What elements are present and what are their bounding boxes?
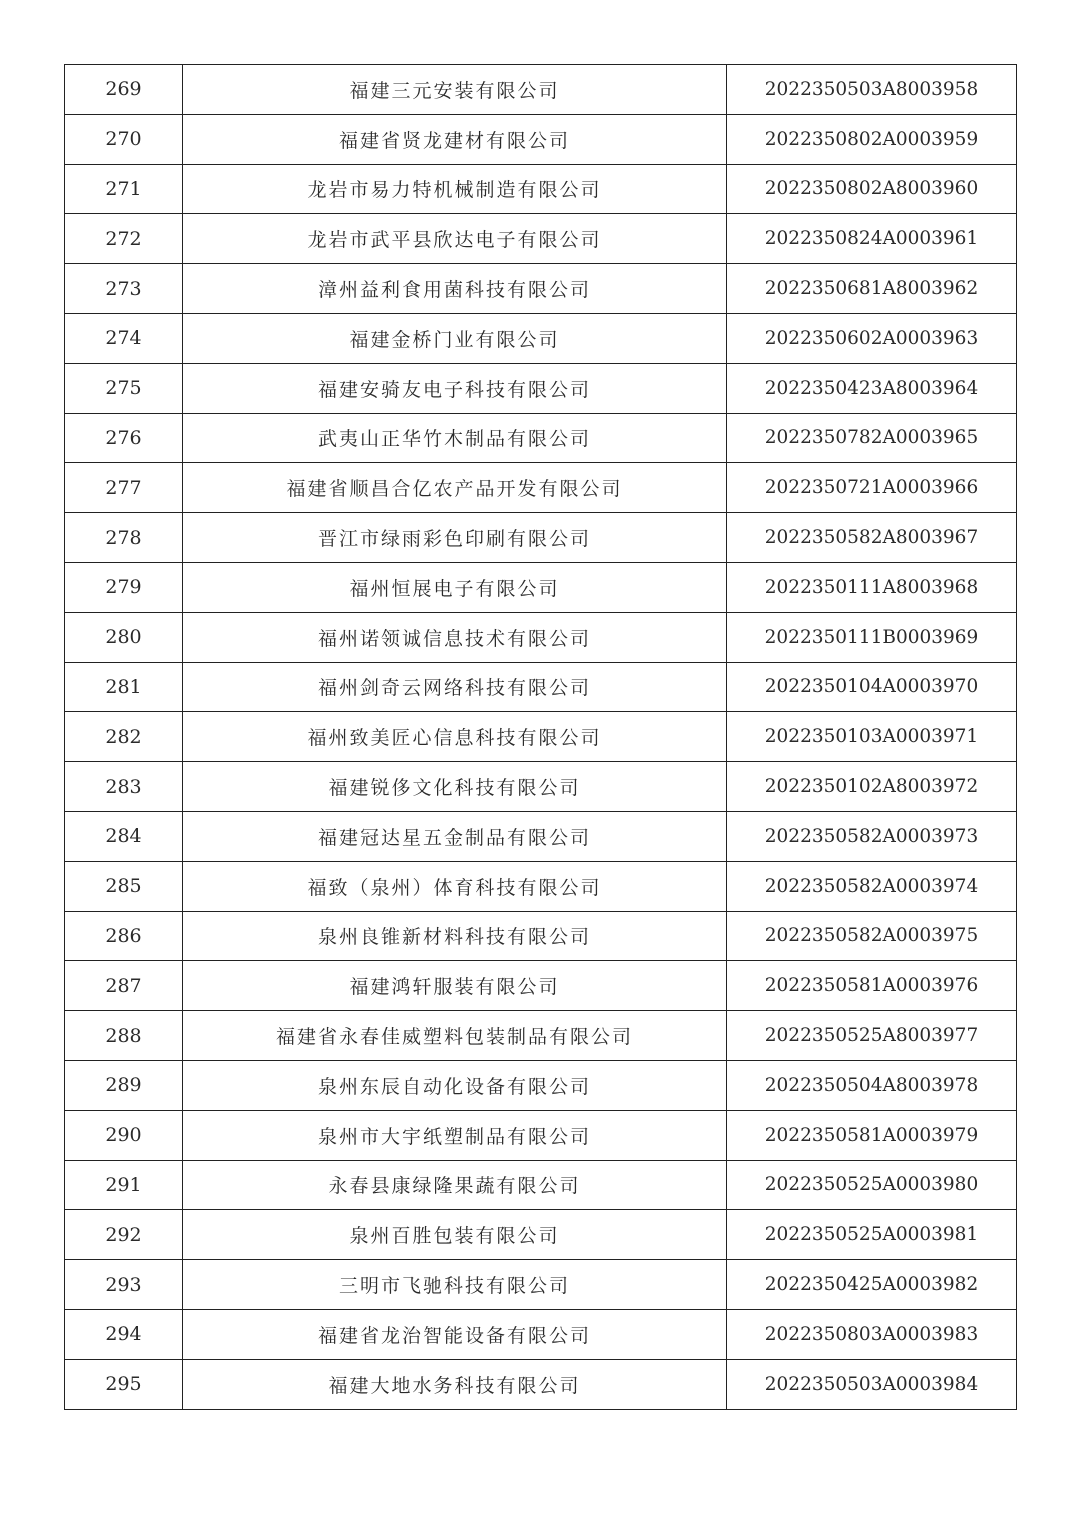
row-number-cell: 292 <box>65 1210 183 1260</box>
company-name-cell: 福建金桥门业有限公司 <box>183 313 727 363</box>
company-list-table <box>64 64 1017 1410</box>
registration-code-cell: 2022350111B0003969 <box>727 612 1017 662</box>
registration-code-cell: 2022350525A0003980 <box>727 1160 1017 1210</box>
table-row <box>65 264 1017 314</box>
row-number-cell: 277 <box>65 463 183 513</box>
row-number-cell: 293 <box>65 1260 183 1310</box>
company-name-cell: 福建省贤龙建材有限公司 <box>183 114 727 164</box>
registration-code-cell: 2022350582A0003973 <box>727 811 1017 861</box>
table-row <box>65 1260 1017 1310</box>
registration-code-cell: 2022350782A0003965 <box>727 413 1017 463</box>
company-name-cell: 福州诺领诚信息技术有限公司 <box>183 612 727 662</box>
table-row <box>65 1359 1017 1409</box>
registration-code-cell: 2022350824A0003961 <box>727 214 1017 264</box>
table-row <box>65 413 1017 463</box>
row-number-cell: 289 <box>65 1060 183 1110</box>
company-name-cell: 福建省永春佳威塑料包装制品有限公司 <box>183 1011 727 1061</box>
table-row <box>65 861 1017 911</box>
company-name-cell: 福建大地水务科技有限公司 <box>183 1359 727 1409</box>
row-number-cell: 283 <box>65 762 183 812</box>
company-name-cell: 龙岩市易力特机械制造有限公司 <box>183 164 727 214</box>
company-name-cell: 三明市飞驰科技有限公司 <box>183 1260 727 1310</box>
row-number-cell: 280 <box>65 612 183 662</box>
table-row <box>65 513 1017 563</box>
table-row <box>65 1309 1017 1359</box>
row-number-cell: 275 <box>65 363 183 413</box>
row-number-cell: 291 <box>65 1160 183 1210</box>
table-row <box>65 313 1017 363</box>
row-number-cell: 271 <box>65 164 183 214</box>
row-number-cell: 269 <box>65 65 183 115</box>
registration-code-cell: 2022350525A8003977 <box>727 1011 1017 1061</box>
registration-code-cell: 2022350423A8003964 <box>727 363 1017 413</box>
registration-code-cell: 2022350525A0003981 <box>727 1210 1017 1260</box>
table-row <box>65 214 1017 264</box>
registration-code-cell: 2022350504A8003978 <box>727 1060 1017 1110</box>
registration-code-cell: 2022350503A8003958 <box>727 65 1017 115</box>
company-name-cell: 漳州益利食用菌科技有限公司 <box>183 264 727 314</box>
table-body <box>65 65 1017 1410</box>
table-row <box>65 961 1017 1011</box>
company-name-cell: 泉州东辰自动化设备有限公司 <box>183 1060 727 1110</box>
registration-code-cell: 2022350103A0003971 <box>727 712 1017 762</box>
company-name-cell: 福建鸿轩服装有限公司 <box>183 961 727 1011</box>
registration-code-cell: 2022350582A0003974 <box>727 861 1017 911</box>
company-name-cell: 福建冠达星五金制品有限公司 <box>183 811 727 861</box>
company-name-cell: 福建锐侈文化科技有限公司 <box>183 762 727 812</box>
table-row <box>65 1011 1017 1061</box>
row-number-cell: 287 <box>65 961 183 1011</box>
row-number-cell: 284 <box>65 811 183 861</box>
company-name-cell: 武夷山正华竹木制品有限公司 <box>183 413 727 463</box>
registration-code-cell: 2022350602A0003963 <box>727 313 1017 363</box>
row-number-cell: 274 <box>65 313 183 363</box>
registration-code-cell: 2022350425A0003982 <box>727 1260 1017 1310</box>
table-row <box>65 363 1017 413</box>
registration-code-cell: 2022350803A0003983 <box>727 1309 1017 1359</box>
row-number-cell: 281 <box>65 662 183 712</box>
table-row <box>65 911 1017 961</box>
table-row <box>65 662 1017 712</box>
row-number-cell: 272 <box>65 214 183 264</box>
company-name-cell: 福州致美匠心信息科技有限公司 <box>183 712 727 762</box>
row-number-cell: 294 <box>65 1309 183 1359</box>
row-number-cell: 288 <box>65 1011 183 1061</box>
table-row <box>65 1210 1017 1260</box>
registration-code-cell: 2022350681A8003962 <box>727 264 1017 314</box>
company-name-cell: 福致（泉州）体育科技有限公司 <box>183 861 727 911</box>
table-row <box>65 1160 1017 1210</box>
company-name-cell: 福建省龙治智能设备有限公司 <box>183 1309 727 1359</box>
row-number-cell: 270 <box>65 114 183 164</box>
row-number-cell: 286 <box>65 911 183 961</box>
company-name-cell: 泉州百胜包装有限公司 <box>183 1210 727 1260</box>
table-row <box>65 712 1017 762</box>
row-number-cell: 290 <box>65 1110 183 1160</box>
registration-code-cell: 2022350102A8003972 <box>727 762 1017 812</box>
registration-code-cell: 2022350802A8003960 <box>727 164 1017 214</box>
registration-code-cell: 2022350581A0003976 <box>727 961 1017 1011</box>
registration-code-cell: 2022350503A0003984 <box>727 1359 1017 1409</box>
registration-code-cell: 2022350582A0003975 <box>727 911 1017 961</box>
row-number-cell: 279 <box>65 562 183 612</box>
row-number-cell: 273 <box>65 264 183 314</box>
table-row <box>65 1110 1017 1160</box>
company-name-cell: 福建三元安装有限公司 <box>183 65 727 115</box>
table-row <box>65 1060 1017 1110</box>
table-row <box>65 811 1017 861</box>
registration-code-cell: 2022350111A8003968 <box>727 562 1017 612</box>
table-row <box>65 164 1017 214</box>
company-name-cell: 福州恒展电子有限公司 <box>183 562 727 612</box>
company-name-cell: 福建安骑友电子科技有限公司 <box>183 363 727 413</box>
row-number-cell: 276 <box>65 413 183 463</box>
company-name-cell: 晋江市绿雨彩色印刷有限公司 <box>183 513 727 563</box>
registration-code-cell: 2022350582A8003967 <box>727 513 1017 563</box>
registration-code-cell: 2022350581A0003979 <box>727 1110 1017 1160</box>
table-row <box>65 562 1017 612</box>
row-number-cell: 295 <box>65 1359 183 1409</box>
registration-code-cell: 2022350104A0003970 <box>727 662 1017 712</box>
registration-code-cell: 2022350802A0003959 <box>727 114 1017 164</box>
table-row <box>65 762 1017 812</box>
table-row <box>65 463 1017 513</box>
company-name-cell: 福州剑奇云网络科技有限公司 <box>183 662 727 712</box>
company-name-cell: 泉州良锥新材料科技有限公司 <box>183 911 727 961</box>
company-name-cell: 泉州市大宇纸塑制品有限公司 <box>183 1110 727 1160</box>
row-number-cell: 285 <box>65 861 183 911</box>
row-number-cell: 278 <box>65 513 183 563</box>
company-name-cell: 永春县康绿隆果蔬有限公司 <box>183 1160 727 1210</box>
row-number-cell: 282 <box>65 712 183 762</box>
table-row <box>65 114 1017 164</box>
company-name-cell: 龙岩市武平县欣达电子有限公司 <box>183 214 727 264</box>
table-row <box>65 65 1017 115</box>
company-name-cell: 福建省顺昌合亿农产品开发有限公司 <box>183 463 727 513</box>
table-row <box>65 612 1017 662</box>
registration-code-cell: 2022350721A0003966 <box>727 463 1017 513</box>
